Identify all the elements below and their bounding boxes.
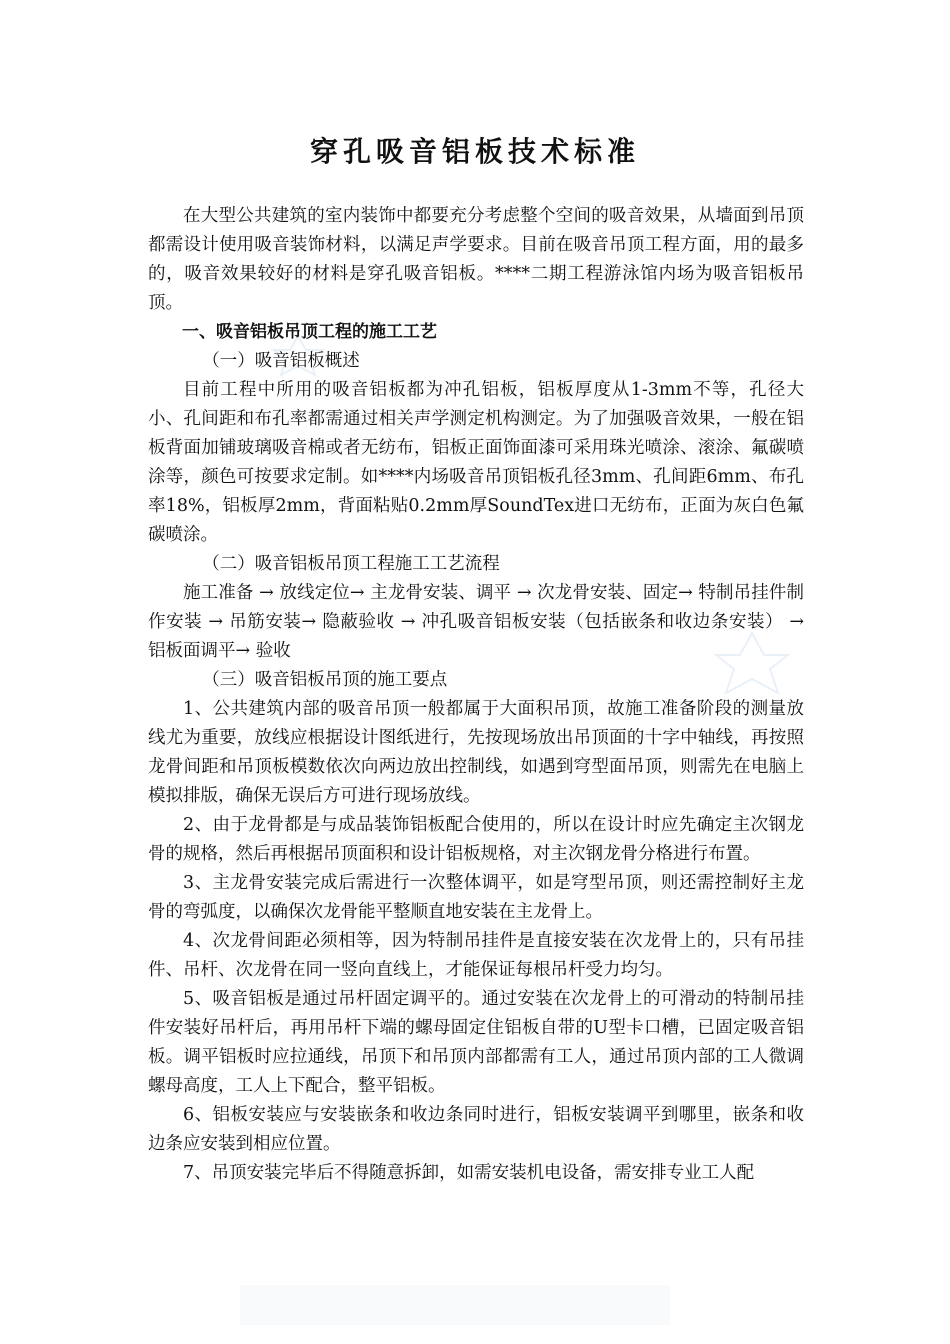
document-body	[148, 202, 804, 1188]
subsection-heading: （二）吸音铝板吊顶工程施工工艺流程	[202, 554, 500, 574]
list-item: 4、次龙骨间距必须相等，因为特制吊挂件是直接安装在次龙骨上的，只有吊挂件、吊杆、次龙骨在同一竖向直线上，才能保证每根吊杆受力均匀。	[148, 931, 804, 980]
subsection-heading: （三）吸音铝板吊顶的施工要点	[202, 670, 448, 690]
list-item: 7、吊顶安装完毕后不得随意拆卸，如需安装机电设备，需安排专业工人配	[183, 1163, 755, 1183]
document-title: 穿孔吸音铝板技术标准	[309, 135, 640, 168]
list-item: 1、公共建筑内部的吸音吊顶一般都属于大面积吊顶，故施工准备阶段的测量放线尤为重要，放线应根据设计图纸进行，先按现场放出吊顶面的十字中轴线，再按照龙骨间距和吊顶板模数依次向两边放出控制线，如遇到穹型面吊顶，则需先在电脑上模拟排版，确保无误后方可进行现场放线。	[148, 699, 804, 806]
list-item: 2、由于龙骨都是与成品装饰铝板配合使用的，所以在设计时应先确定主次钢龙骨的规格，然后再根据吊顶面积和设计铝板规格，对主次钢龙骨分格进行布置。	[148, 815, 804, 864]
list-item: 5、吸音铝板是通过吊杆固定调平的。通过安装在次龙骨上的可滑动的特制吊挂件安装好吊杆后，再用吊杆下端的螺母固定住铝板自带的U型卡口槽，已固定吸音铝板。调平铝板时应拉通线，吊顶下和吊顶内部都需有工人，通过吊顶内部的工人微调螺母高度，工人上下配合，整平铝板。	[148, 989, 804, 1096]
intro-paragraph: 在大型公共建筑的室内装饰中都要充分考虑整个空间的吸音效果，从墙面到吊顶都需设计使用吸音装饰材料，以满足声学要求。目前在吸音吊顶工程方面，用的最多的，吸音效果较好的材料是穿孔吸音铝板。****二期工程游泳馆内场为吸音铝板吊顶。	[148, 206, 804, 313]
section-heading: 一、吸音铝板吊顶工程的施工工艺	[182, 322, 437, 342]
list-item: 6、铝板安装应与安装嵌条和收边条同时进行，铝板安装调平到哪里，嵌条和收边条应安装到相应位置。	[148, 1105, 804, 1154]
list-item: 3、主龙骨安装完成后需进行一次整体调平，如是穹型吊顶，则还需控制好主龙骨的弯弧度，以确保次龙骨能平整顺直地安装在主龙骨上。	[148, 873, 804, 922]
subsection-heading: （一）吸音铝板概述	[202, 351, 360, 371]
body-paragraph: 目前工程中所用的吸音铝板都为冲孔铝板，铝板厚度从1-3mm不等，孔径大小、孔间距和布孔率都需通过相关声学测定机构测定。为了加强吸音效果，一般在铝板背面加铺玻璃吸音棉或者无纺布，铝板正面饰面漆可采用珠光喷涂、滚涂、氟碳喷涂等，颜色可按要求定制。如****内场吸音吊顶铝板孔径3mm、孔间距6mm、布孔率18%，铝板厚2mm，背面粘贴0.2mm厚SoundTex进口无纺布，正面为灰白色氟碳喷涂。	[148, 380, 804, 545]
process-flow-paragraph: 施工准备 → 放线定位→ 主龙骨安装、调平 → 次龙骨安装、固定→ 特制吊挂件制作安装 → 吊筋安装→ 隐蔽验收 → 冲孔吸音铝板安装（包括嵌条和收边条安装） → 铝板面调平→ 验收	[148, 583, 804, 661]
